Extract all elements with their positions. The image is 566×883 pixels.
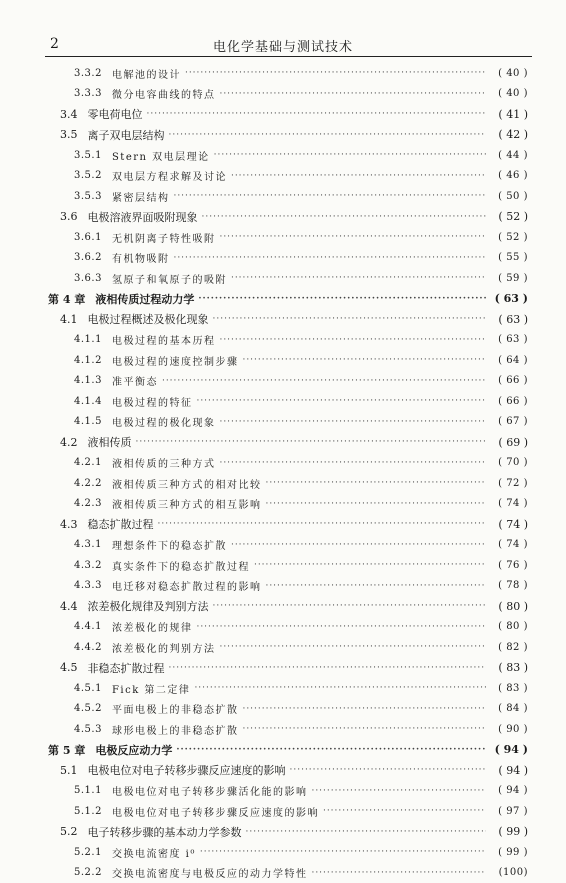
toc-leader-dots <box>242 724 486 734</box>
toc-entry-title: 电极过程的速度控制步骤 <box>111 356 239 368</box>
toc-leader-dots <box>219 417 486 427</box>
toc-entry-number: 4.3.2 <box>74 559 102 571</box>
toc-chapter-entry <box>48 289 528 309</box>
toc-entry-title: Fick 第二定律 <box>111 684 191 696</box>
toc-leader-dots <box>242 355 486 365</box>
toc-entry-page: ( 50 ) <box>498 190 528 202</box>
toc-entry-number: 3.4 <box>60 107 78 121</box>
toc-entry-page: ( 42 ) <box>498 128 528 141</box>
toc-entry-page: ( 74 ) <box>498 539 528 550</box>
toc-entry-title: 电极过程的基本历程 <box>111 336 216 347</box>
toc-leader-dots <box>196 622 486 632</box>
toc-entry-number: 3.6 <box>60 210 78 223</box>
toc-subsection-entry <box>74 535 528 555</box>
toc-entry-number: 5.1.2 <box>74 805 102 817</box>
toc-leader-dots <box>290 765 487 775</box>
toc-subsection-entry <box>74 781 528 801</box>
toc-subsection-entry <box>74 145 528 165</box>
toc-leader-dots <box>158 519 487 529</box>
toc-entry-page: ( 40 ) <box>498 88 528 99</box>
toc-entry-title: 平面电极上的非稳态扩散 <box>111 705 239 716</box>
toc-entry-number: 4.1.4 <box>74 395 102 407</box>
toc-entry-title: 电极电位对电子转移步骤活化能的影响 <box>111 787 308 798</box>
toc-entry-page: ( 46 ) <box>498 170 528 181</box>
toc-entry-title: 电极电位对电子转移步骤反应速度的影响 <box>87 764 286 777</box>
toc-entry-number: 4.1 <box>60 312 78 326</box>
toc-entry-page: ( 94 ) <box>494 743 528 756</box>
toc-entry-page: ( 94 ) <box>498 785 528 796</box>
page-number: 2 <box>50 36 59 52</box>
toc-entry-number: 4.2.1 <box>74 457 102 468</box>
toc-entry-number: 3.3.2 <box>74 67 102 79</box>
toc-entry-number: 3.5 <box>60 128 78 141</box>
toc-leader-dots <box>173 253 486 263</box>
toc-entry-page: ( 40 ) <box>498 67 528 79</box>
toc-subsection-entry <box>74 371 528 391</box>
toc-entry-title: 液相传质过程动力学 <box>95 292 195 306</box>
toc-entry-number: 3.6.1 <box>74 231 102 243</box>
toc-entry-title: 紧密层结构 <box>111 192 170 204</box>
toc-entry-title: 浓差极化的判别方法 <box>111 643 216 655</box>
toc-leader-dots <box>200 847 486 857</box>
toc-entry-number: 3.5.3 <box>74 190 102 202</box>
toc-entry-title: 电极溶液界面吸附现象 <box>87 210 198 224</box>
toc-subsection-entry <box>74 678 528 698</box>
running-title: 电化学基础与测试技术 <box>212 40 353 55</box>
toc-entry-title: 液相传质三种方式的相对比较 <box>111 479 262 491</box>
toc-subsection-entry <box>74 453 528 473</box>
toc-entry-title: 电迁移对稳态扩散过程的影响 <box>111 582 262 593</box>
toc-entry-number: 4.3.1 <box>74 539 102 550</box>
toc-section-entry <box>60 309 528 329</box>
toc-entry-page: ( 70 ) <box>498 457 528 468</box>
toc-entry-page: ( 90 ) <box>498 723 528 735</box>
toc-subsection-entry <box>74 842 528 862</box>
toc-leader-dots <box>185 68 486 78</box>
toc-entry-title: 微分电容曲线的特点 <box>111 90 216 101</box>
toc-entry-title: 零电荷电位 <box>87 108 143 121</box>
toc-subsection-entry <box>74 412 528 432</box>
toc-entry-page: ( 63 ) <box>498 312 528 326</box>
toc-entry-number: 第 5 章 <box>48 743 86 757</box>
toc-leader-dots <box>147 109 487 119</box>
toc-entry-page: ( 66 ) <box>498 395 528 407</box>
toc-entry-page: ( 97 ) <box>498 805 528 817</box>
toc-leader-dots <box>213 314 487 324</box>
toc-section-entry <box>60 760 528 780</box>
toc-leader-dots <box>219 458 486 468</box>
toc-entry-number: 4.4 <box>60 599 78 613</box>
toc-entry-title: 理想条件下的稳态扩散 <box>111 541 227 552</box>
toc-entry-page: ( 84 ) <box>498 703 528 714</box>
toc-leader-dots <box>173 191 486 201</box>
toc-entry-page: ( 66 ) <box>498 375 528 386</box>
toc-leader-dots <box>265 478 486 488</box>
toc-entry-title: 非稳态扩散过程 <box>87 661 165 675</box>
toc-subsection-entry <box>74 719 528 739</box>
toc-leader-dots <box>169 663 487 673</box>
toc-entry-title: 电解池的设计 <box>111 69 181 81</box>
toc-leader-dots <box>323 806 486 816</box>
toc-entry-page: ( 80 ) <box>498 599 528 613</box>
toc-leader-dots <box>231 171 486 181</box>
toc-entry-page: ( 83 ) <box>498 682 528 694</box>
toc-leader-dots <box>311 786 486 796</box>
toc-entry-page: ( 76 ) <box>498 559 528 571</box>
toc-leader-dots <box>254 560 486 570</box>
toc-leader-dots <box>194 683 486 693</box>
toc-entry-page: ( 99 ) <box>498 846 528 858</box>
toc-section-entry <box>60 432 528 452</box>
toc-entry-page: ( 59 ) <box>498 272 528 284</box>
toc-subsection-entry <box>74 617 528 637</box>
toc-leader-dots <box>213 601 487 611</box>
toc-subsection-entry <box>74 699 528 719</box>
toc-entry-title: 交换电流密度与电极反应的动力学特性 <box>111 869 308 880</box>
toc-entry-title: 浓差极化的规律 <box>111 623 193 634</box>
toc-entry-number: 5.2.2 <box>74 867 102 878</box>
toc-section-entry <box>60 514 528 534</box>
toc-subsection-entry <box>74 330 528 350</box>
toc-entry-title: 真实条件下的稳态扩散过程 <box>111 561 250 573</box>
toc-leader-dots <box>198 294 486 304</box>
toc-entry-title: 有机物吸附 <box>111 254 170 265</box>
toc-entry-title: 液相传质的三种方式 <box>111 459 216 470</box>
toc-entry-number: 4.2 <box>60 435 78 449</box>
toc-subsection-entry <box>74 166 528 186</box>
toc-entry-number: 3.5.2 <box>74 170 102 181</box>
toc-entry-number: 5.1 <box>60 763 78 777</box>
toc-entry-title: 电极电位对电子转移步骤反应速度的影响 <box>111 807 319 819</box>
toc-subsection-entry <box>74 555 528 575</box>
toc-entry-title: 离子双电层结构 <box>87 128 165 142</box>
toc-subsection-entry <box>74 801 528 821</box>
toc-subsection-entry <box>74 473 528 493</box>
toc-entry-title: 液相传质三种方式的相互影响 <box>111 500 262 511</box>
toc-leader-dots <box>169 130 487 140</box>
toc-entry-title: 双电层方程求解及讨论 <box>111 172 227 183</box>
toc-leader-dots <box>219 232 486 242</box>
toc-entry-number: 第 4 章 <box>48 292 86 306</box>
toc-leader-dots <box>176 745 486 755</box>
toc-entry-number: 5.1.1 <box>74 785 102 796</box>
toc-section-entry <box>60 658 528 678</box>
toc-leader-dots <box>231 540 486 550</box>
toc-entry-number: 3.6.2 <box>74 252 102 263</box>
toc-entry-page: ( 41 ) <box>498 107 528 121</box>
toc-section-entry <box>60 104 528 124</box>
toc-subsection-entry <box>74 84 528 104</box>
toc-entry-title: Stern 双电层理论 <box>111 151 210 163</box>
toc-entry-title: 球形电极上的非稳态扩散 <box>111 725 239 737</box>
toc-entry-page: ( 63 ) <box>494 292 528 305</box>
toc-subsection-entry <box>74 863 528 883</box>
toc-entry-page: ( 80 ) <box>498 621 528 632</box>
toc-entry-page: ( 64 ) <box>498 354 528 366</box>
toc-leader-dots <box>214 150 486 160</box>
toc-entry-page: ( 55 ) <box>498 252 528 263</box>
toc-entry-title: 无机阴离子特性吸附 <box>111 233 216 245</box>
toc-entry-page: ( 69 ) <box>498 435 528 449</box>
toc-entry-number: 4.5.3 <box>74 723 102 735</box>
toc-subsection-entry <box>74 268 528 288</box>
toc-entry-title: 交换电流密度 i⁰ <box>111 848 196 860</box>
toc-entry-page: ( 72 ) <box>498 477 528 489</box>
toc-entry-page: ( 44 ) <box>498 149 528 161</box>
toc-entry-title: 电极反应动力学 <box>95 743 173 757</box>
toc-entry-number: 4.4.1 <box>74 621 102 632</box>
toc-leader-dots <box>219 89 486 99</box>
toc-leader-dots <box>202 212 487 222</box>
toc-entry-title: 电极过程的特征 <box>111 397 193 409</box>
toc-entry-number: 4.1.5 <box>74 416 102 427</box>
toc-subsection-entry <box>74 248 528 268</box>
toc-entry-title: 氢原子和氧原子的吸附 <box>111 274 227 286</box>
toc-entry-page: ( 52 ) <box>498 231 528 243</box>
toc-entry-number: 3.5.1 <box>74 149 102 161</box>
toc-leader-dots <box>242 704 486 714</box>
toc-subsection-entry <box>74 637 528 657</box>
toc-entry-page: ( 82 ) <box>498 641 528 653</box>
toc-entry-number: 5.2 <box>60 825 78 838</box>
toc-entry-number: 4.3.3 <box>74 580 102 591</box>
toc-entry-page: ( 52 ) <box>498 210 528 223</box>
toc-entry-number: 4.1.2 <box>74 354 102 366</box>
toc-entry-page: ( 74 ) <box>498 498 528 509</box>
toc-entry-number: 3.3.3 <box>74 88 102 99</box>
toc-leader-dots <box>219 335 486 345</box>
toc-entry-title: 浓差极化规律及判别方法 <box>87 600 209 613</box>
toc-subsection-entry <box>74 227 528 247</box>
toc-leader-dots <box>219 642 486 652</box>
toc-entry-number: 4.3 <box>60 517 78 531</box>
toc-entry-number: 4.2.2 <box>74 477 102 489</box>
toc-subsection-entry <box>74 576 528 596</box>
toc-entry-page: ( 67 ) <box>498 416 528 427</box>
toc-entry-title: 电极过程的极化现象 <box>111 418 216 429</box>
toc-entry-title: 准平衡态 <box>111 377 158 388</box>
toc-entry-number: 4.4.2 <box>74 641 102 653</box>
toc-leader-dots <box>246 827 487 837</box>
toc-leader-dots <box>265 499 486 509</box>
header-rule <box>45 56 532 57</box>
toc-entry-number: 4.1.3 <box>74 375 102 386</box>
toc-entry-page: ( 78 ) <box>498 580 528 591</box>
toc-entry-title: 电子转移步骤的基本动力学参数 <box>87 825 242 839</box>
toc-entry-page: ( 63 ) <box>498 334 528 345</box>
toc-entry-page: ( 99 ) <box>498 825 528 838</box>
toc-subsection-entry <box>74 494 528 514</box>
toc-leader-dots <box>311 868 486 878</box>
page-header <box>0 0 566 62</box>
toc-entry-page: ( 94 ) <box>498 763 528 777</box>
toc-section-entry <box>60 596 528 616</box>
toc-leader-dots <box>136 437 487 447</box>
toc-entry-number: 4.5.2 <box>74 703 102 714</box>
toc-entry-number: 4.5 <box>60 661 78 674</box>
toc-entry-page: ( 83 ) <box>498 661 528 674</box>
toc-chapter-entry <box>48 740 528 760</box>
toc-subsection-entry <box>74 391 528 411</box>
toc-leader-dots <box>196 396 486 406</box>
toc-entry-number: 4.2.3 <box>74 498 102 509</box>
toc-entry-title: 稳态扩散过程 <box>87 518 154 531</box>
toc-entry-number: 4.1.1 <box>74 334 102 345</box>
toc-entry-page: (100) <box>498 867 528 878</box>
toc-entry-number: 3.6.3 <box>74 272 102 284</box>
toc-entry-number: 4.5.1 <box>74 682 102 694</box>
toc-entry-title: 液相传质 <box>87 436 132 449</box>
toc-entry-number: 5.2.1 <box>74 846 102 858</box>
toc-leader-dots <box>231 273 486 283</box>
toc-subsection-entry <box>74 186 528 206</box>
toc-leader-dots <box>162 376 486 386</box>
toc-entry-title: 电极过程概述及极化现象 <box>87 313 209 326</box>
toc-section-entry <box>60 207 528 227</box>
toc-subsection-entry <box>74 350 528 370</box>
toc-subsection-entry <box>74 63 528 83</box>
toc-section-entry <box>60 822 528 842</box>
toc-leader-dots <box>265 581 486 591</box>
toc-section-entry <box>60 125 528 145</box>
toc-entry-page: ( 74 ) <box>498 517 528 531</box>
